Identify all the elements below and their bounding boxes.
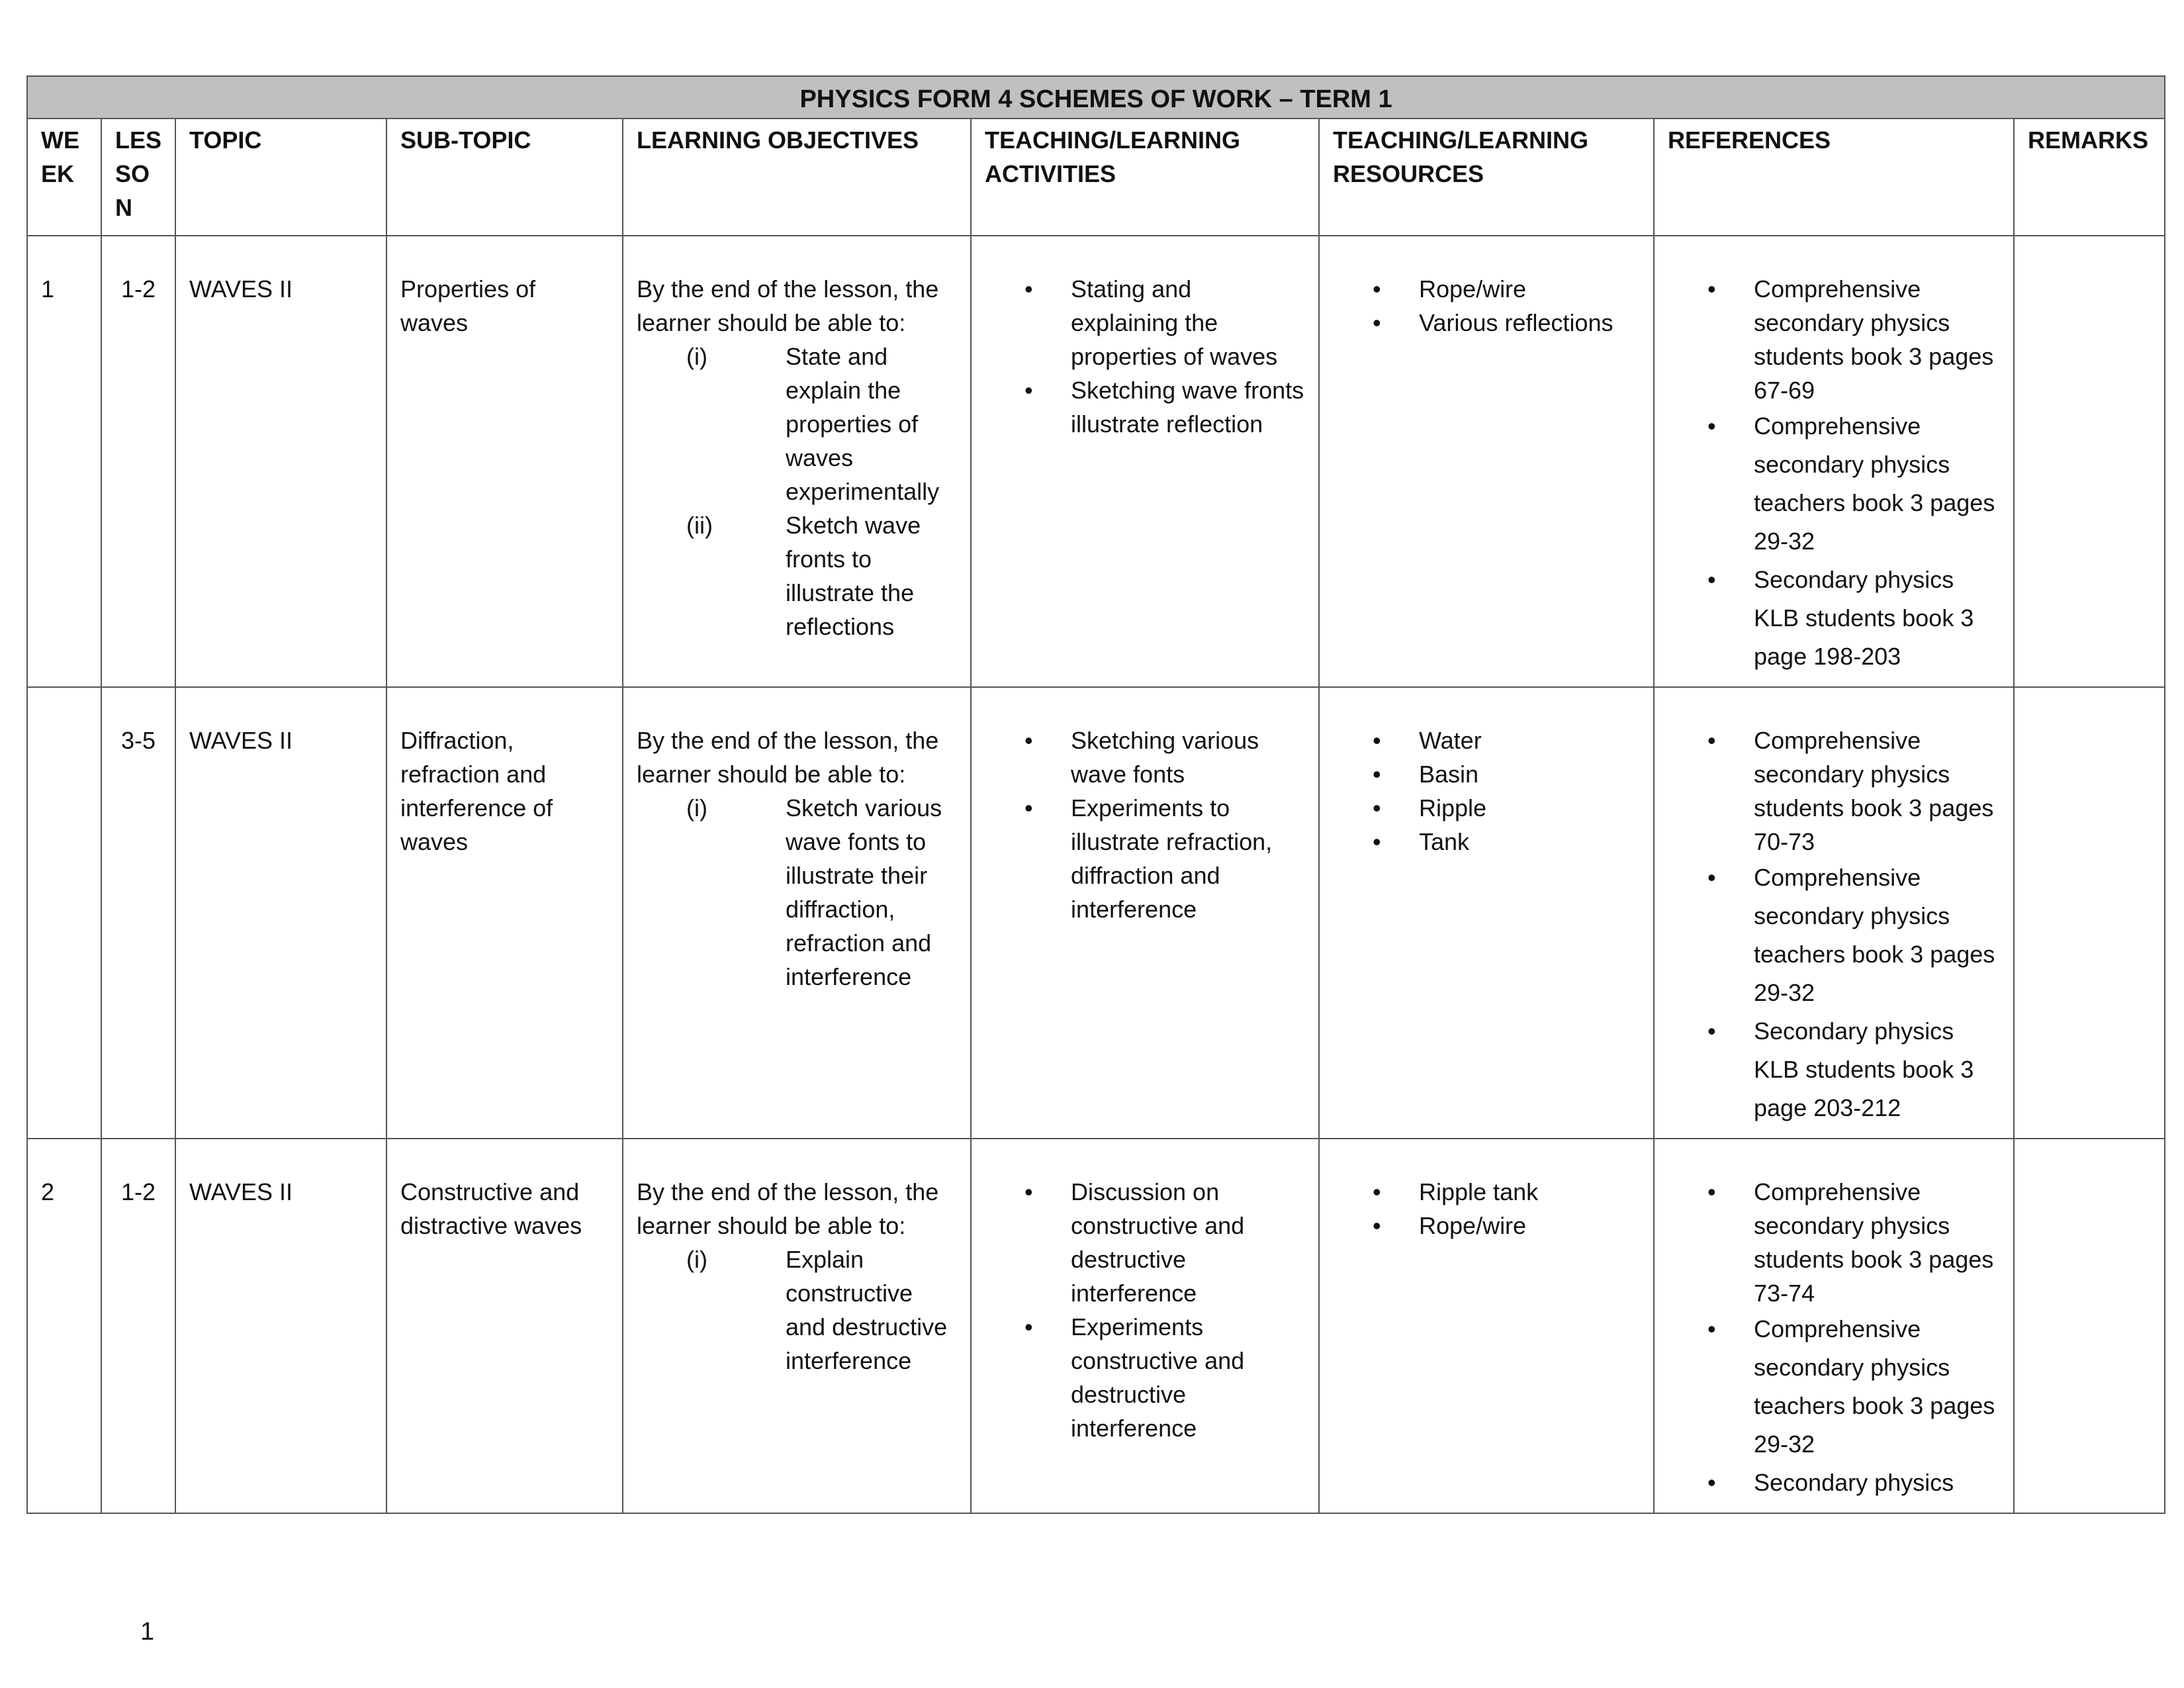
objective-number: (ii) bbox=[686, 512, 713, 539]
objective-item bbox=[637, 791, 957, 994]
lesson-cell: 1-2 bbox=[101, 1139, 175, 1513]
list-item: • Basin bbox=[1419, 757, 1640, 791]
objective-text: Explain constructive and destructive interference bbox=[786, 1246, 948, 1374]
list-item: • Comprehensive secondary physics students book 3 pages 73-74 bbox=[1754, 1175, 2000, 1310]
remarks-cell bbox=[2014, 236, 2165, 687]
objectives-cell bbox=[623, 1139, 971, 1513]
references-cell bbox=[1654, 236, 2014, 687]
page-number: 1 bbox=[140, 1618, 155, 1646]
objective-text: Sketch various wave fonts to illustrate their diffraction, refraction and interference bbox=[786, 794, 942, 990]
header-topic: TOPIC bbox=[175, 118, 387, 236]
resources-cell bbox=[1319, 236, 1654, 687]
list-item: • Comprehensive secondary physics teachers book 3 pages 29-32 bbox=[1754, 407, 2000, 561]
list-item: • Experiments to illustrate refraction, diffraction and interference bbox=[1071, 791, 1305, 926]
objectives-list bbox=[637, 791, 957, 994]
list-item: • Comprehensive secondary physics students book 3 pages 67-69 bbox=[1754, 272, 2000, 407]
resources-list bbox=[1333, 1175, 1640, 1243]
list-item: • Stating and explaining the properties of waves bbox=[1071, 272, 1305, 373]
subtopic-cell: Constructive and distractive waves bbox=[387, 1139, 623, 1513]
objective-item bbox=[637, 340, 957, 508]
header-subtopic: SUB-TOPIC bbox=[387, 118, 623, 236]
table-row bbox=[27, 236, 2165, 687]
topic-cell: WAVES II bbox=[175, 1139, 387, 1513]
list-item: • Comprehensive secondary physics students book 3 pages 70-73 bbox=[1754, 724, 2000, 859]
list-item: • Experiments constructive and destructive interference bbox=[1071, 1310, 1305, 1445]
header-learning-objectives: LEARNING OBJECTIVES bbox=[623, 118, 971, 236]
list-item: • Water bbox=[1419, 724, 1640, 757]
list-item: • Comprehensive secondary physics teachers book 3 pages 29-32 bbox=[1754, 1310, 2000, 1464]
list-item: • Various reflections bbox=[1419, 306, 1640, 340]
activities-cell bbox=[971, 687, 1319, 1139]
references-cell bbox=[1654, 687, 2014, 1139]
header-week: WE EK bbox=[27, 118, 101, 236]
header-resources: TEACHING/LEARNING RESOURCES bbox=[1319, 118, 1654, 236]
header-row bbox=[27, 118, 2165, 236]
objectives-list bbox=[637, 1243, 957, 1378]
objective-item bbox=[637, 1243, 957, 1378]
resources-cell bbox=[1319, 1139, 1654, 1513]
resources-list bbox=[1333, 724, 1640, 859]
list-item: • Rope/wire bbox=[1419, 272, 1640, 306]
objectives-intro: By the end of the lesson, the learner should be able to: bbox=[637, 727, 939, 788]
list-item: • Sketching various wave fonts bbox=[1071, 724, 1305, 791]
objectives-intro: By the end of the lesson, the learner should be able to: bbox=[637, 1178, 939, 1239]
list-item: • Secondary physics bbox=[1754, 1464, 2000, 1502]
list-item: • Discussion on constructive and destructive interference bbox=[1071, 1175, 1305, 1310]
activities-cell bbox=[971, 1139, 1319, 1513]
topic-cell: WAVES II bbox=[175, 687, 387, 1139]
subtopic-cell: Diffraction, refraction and interference of waves bbox=[387, 687, 623, 1139]
resources-cell bbox=[1319, 687, 1654, 1139]
list-item: • Secondary physics KLB students book 3 page 198-203 bbox=[1754, 561, 2000, 676]
activities-list bbox=[985, 1175, 1305, 1445]
remarks-cell bbox=[2014, 1139, 2165, 1513]
references-cell bbox=[1654, 1139, 2014, 1513]
list-item: • Rope/wire bbox=[1419, 1209, 1640, 1243]
objective-number: (i) bbox=[686, 343, 707, 370]
scheme-of-work-table bbox=[26, 75, 2165, 1514]
references-list bbox=[1668, 724, 2000, 1127]
references-list bbox=[1668, 272, 2000, 676]
list-item: • Ripple bbox=[1419, 791, 1640, 825]
activities-cell bbox=[971, 236, 1319, 687]
header-references: REFERENCES bbox=[1654, 118, 2014, 236]
objective-number: (i) bbox=[686, 1246, 707, 1273]
topic-cell: WAVES II bbox=[175, 236, 387, 687]
objectives-list bbox=[637, 340, 957, 643]
objective-number: (i) bbox=[686, 794, 707, 821]
table-row bbox=[27, 687, 2165, 1139]
references-list bbox=[1668, 1175, 2000, 1502]
title-row bbox=[27, 76, 2165, 118]
week-cell: 2 bbox=[27, 1139, 101, 1513]
list-item: • Secondary physics KLB students book 3 page 203-212 bbox=[1754, 1012, 2000, 1127]
table-row bbox=[27, 1139, 2165, 1513]
objective-item bbox=[637, 508, 957, 643]
list-item: • Sketching wave fronts illustrate reflection bbox=[1071, 373, 1305, 441]
list-item: • Tank bbox=[1419, 825, 1640, 859]
week-cell: 1 bbox=[27, 236, 101, 687]
activities-list bbox=[985, 272, 1305, 441]
header-activities: TEACHING/LEARNING ACTIVITIES bbox=[971, 118, 1319, 236]
remarks-cell bbox=[2014, 687, 2165, 1139]
objective-text: Sketch wave fronts to illustrate the reflections bbox=[786, 512, 921, 640]
objectives-cell bbox=[623, 236, 971, 687]
objectives-cell bbox=[623, 687, 971, 1139]
week-cell bbox=[27, 687, 101, 1139]
resources-list bbox=[1333, 272, 1640, 340]
header-remarks: REMARKS bbox=[2014, 118, 2165, 236]
list-item: • Ripple tank bbox=[1419, 1175, 1640, 1209]
objective-text: State and explain the properties of waves experimentally bbox=[786, 343, 940, 505]
activities-list bbox=[985, 724, 1305, 926]
subtopic-cell: Properties of waves bbox=[387, 236, 623, 687]
lesson-cell: 1-2 bbox=[101, 236, 175, 687]
header-lesson: LES SO N bbox=[101, 118, 175, 236]
objectives-intro: By the end of the lesson, the learner should be able to: bbox=[637, 275, 939, 336]
document-title: PHYSICS FORM 4 SCHEMES OF WORK – TERM 1 bbox=[27, 76, 2165, 118]
lesson-cell: 3-5 bbox=[101, 687, 175, 1139]
list-item: • Comprehensive secondary physics teachers book 3 pages 29-32 bbox=[1754, 859, 2000, 1012]
